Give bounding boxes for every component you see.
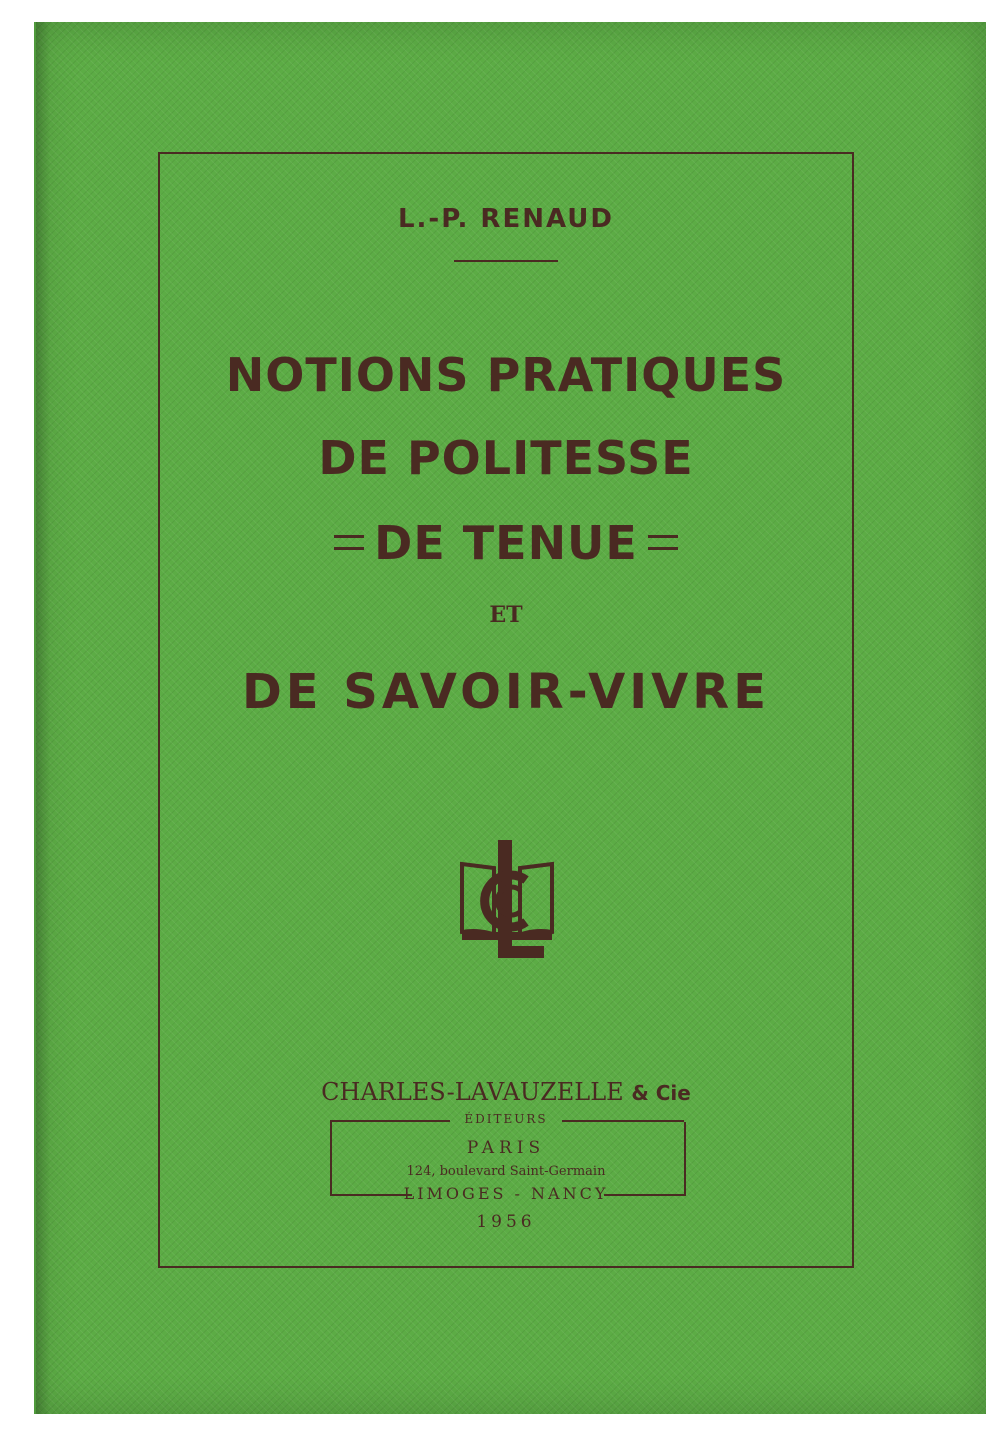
publisher-address: 124, boulevard Saint-Germain [406,1164,606,1179]
double-rule-right [648,535,678,550]
publisher-city: PARIS [466,1138,546,1158]
publisher-name-text: CHARLES-LAVAUZELLE [321,1078,624,1106]
publisher-name [160,1078,852,1106]
book-cover [34,22,986,1414]
author-name: L.-P. RENAUD [397,204,614,234]
author-rule [454,260,558,262]
publisher-suffix: & Cie [631,1081,691,1105]
title-line-4: ET [489,602,523,628]
publisher-cities: LIMOGES - NANCY [403,1184,609,1203]
publication-year: 1956 [476,1212,536,1232]
double-rule-left [334,535,364,550]
publisher-role: ÉDITEURS [464,1112,548,1126]
title-line-3-text: DE TENUE [374,516,638,570]
title-line-1: NOTIONS PRATIQUES [225,348,787,402]
title-line-3 [160,516,852,570]
cover-frame [158,152,854,1268]
spine-shadow [36,22,50,1414]
title-line-5: DE SAVOIR-VIVRE [241,664,771,720]
title-line-2: DE POLITESSE [318,431,694,485]
publisher-monogram-icon [454,836,560,966]
